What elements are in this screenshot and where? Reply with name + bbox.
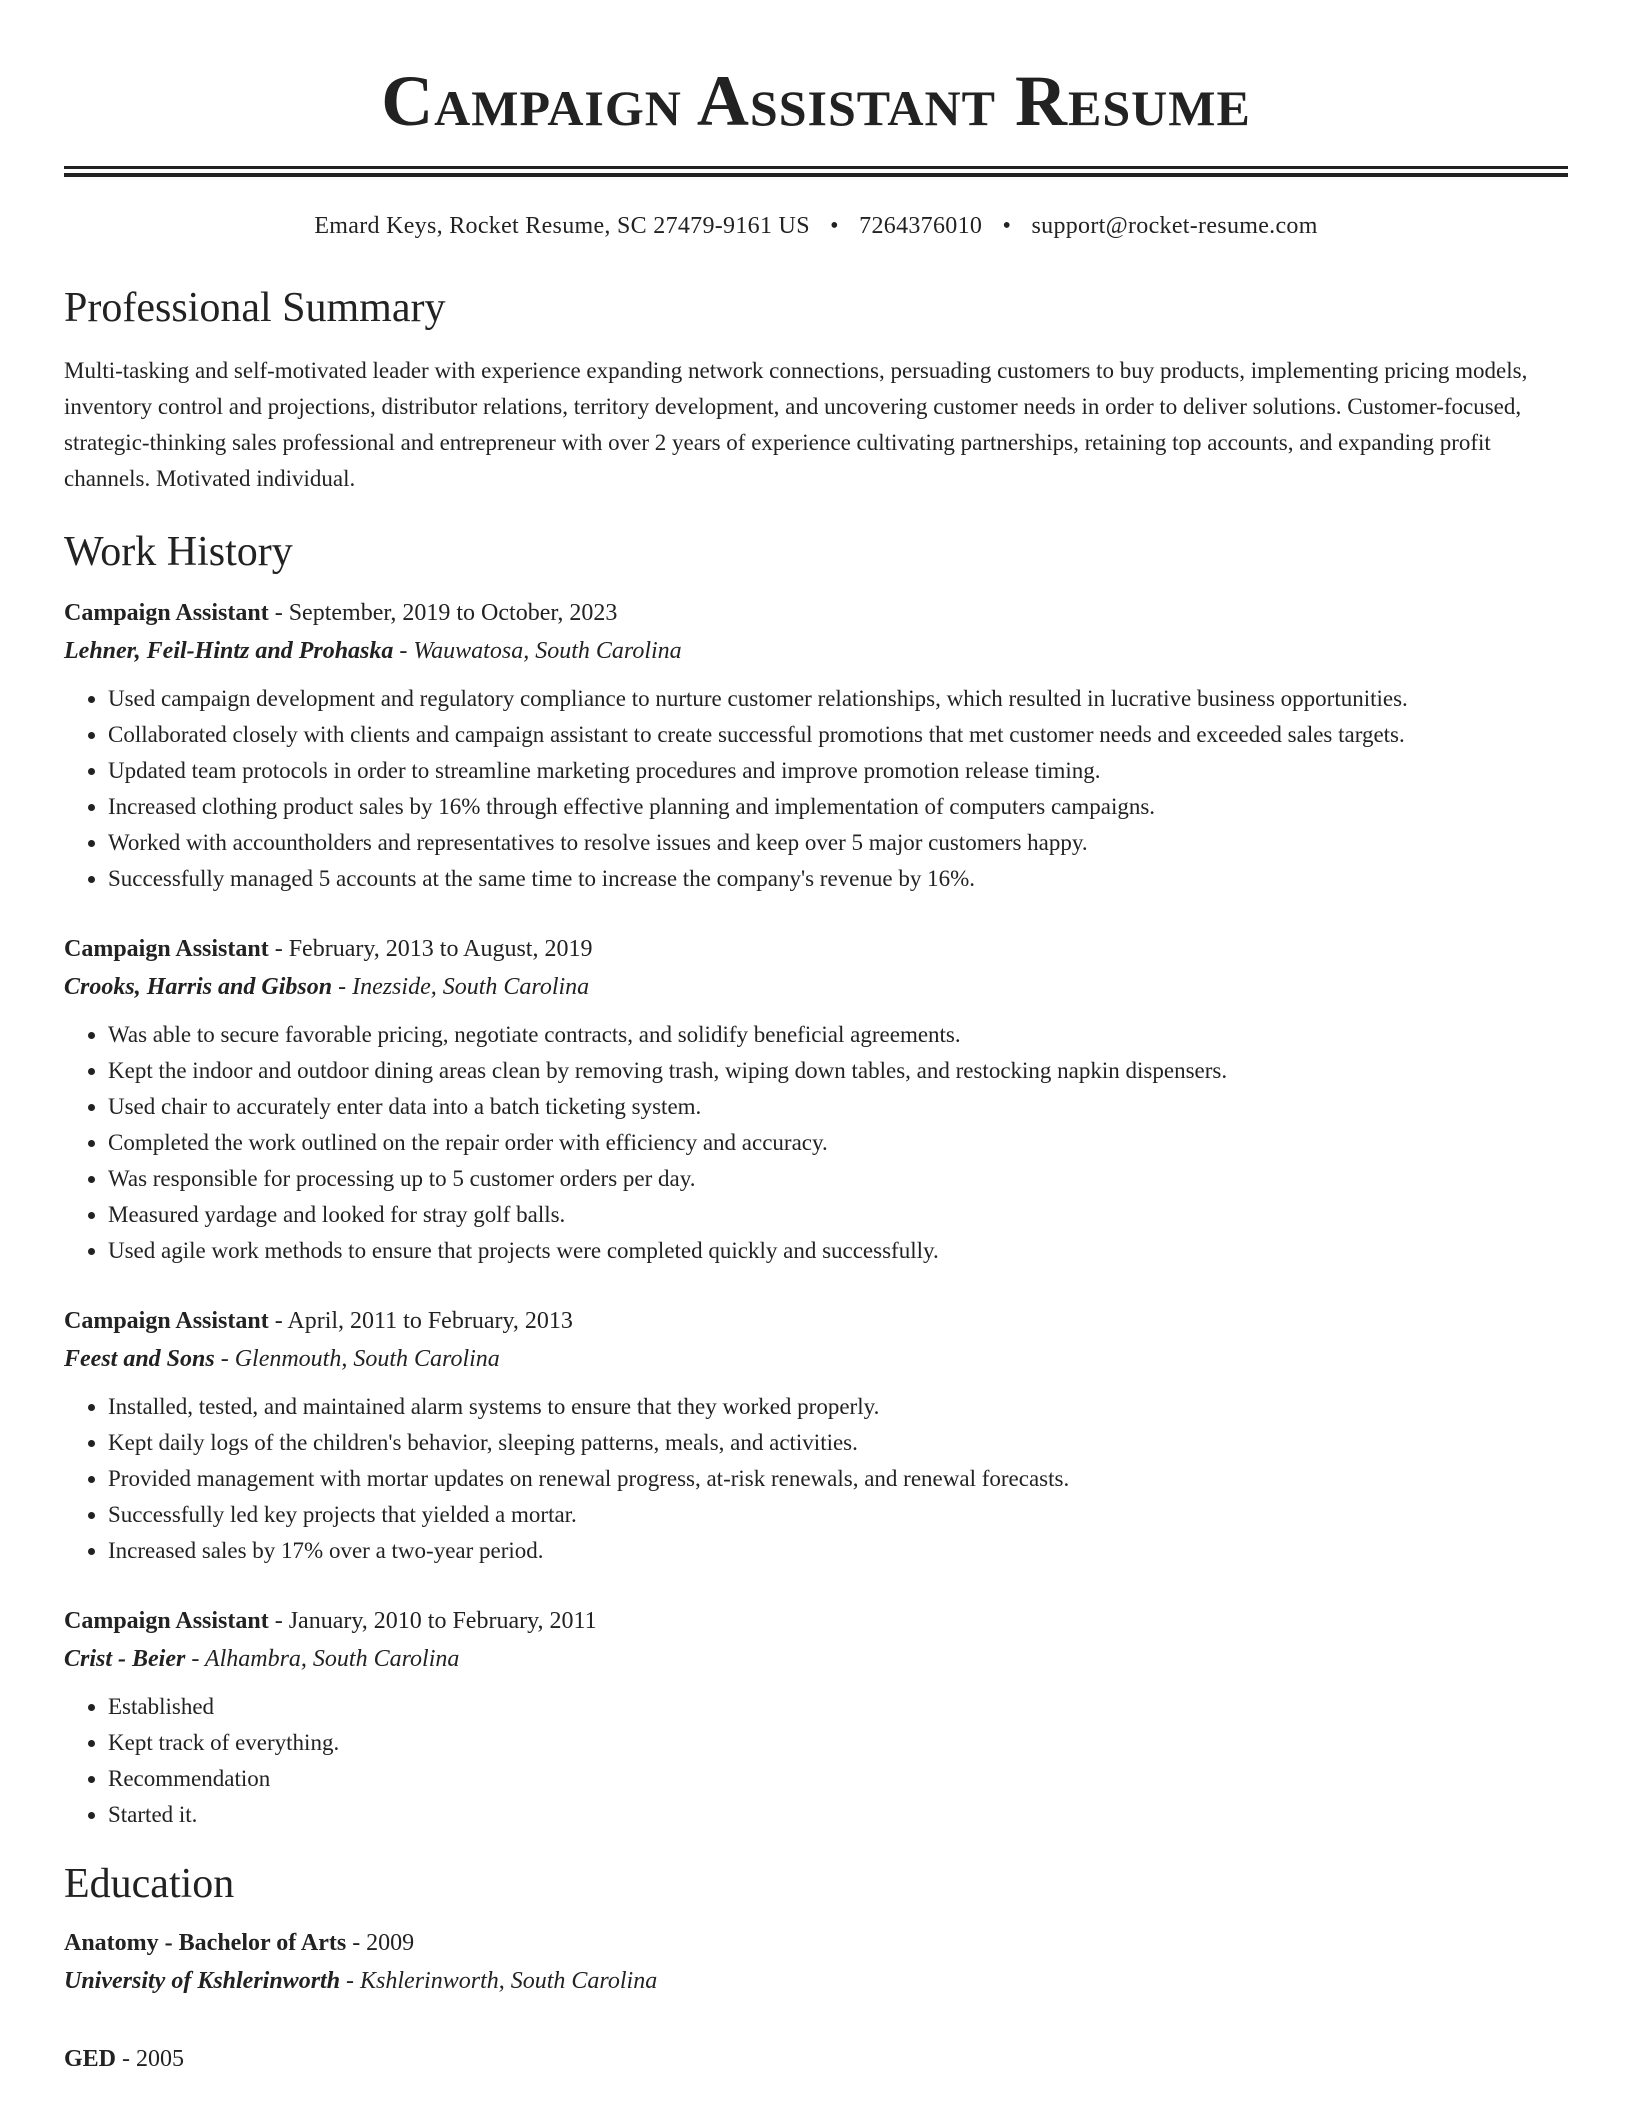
- job-bullet: • Kept the indoor and outdoor dining areas clean by removing trash, wiping down tables, and restocking napkin dispensers.: [108, 1053, 1568, 1089]
- job-bullet: • Was responsible for processing up to 5 customer orders per day.: [108, 1161, 1568, 1197]
- company-location: - Wauwatosa, South Carolina: [393, 638, 682, 664]
- job-entry: [64, 1603, 1568, 1833]
- contact-line: [64, 211, 1568, 241]
- job-bullet: • Installed, tested, and maintained alarm systems to ensure that they worked properly.: [108, 1389, 1568, 1425]
- job-bullet: • Provided management with mortar updates on renewal progress, at-risk renewals, and renewal forecasts.: [108, 1461, 1568, 1497]
- school-line: [64, 1961, 1568, 2001]
- job-bullets: [64, 1389, 1568, 1569]
- company-line: [64, 967, 1568, 1007]
- job-entry: [64, 595, 1568, 897]
- contact-email: support@rocket-resume.com: [1031, 213, 1318, 239]
- page-title: Campaign Assistant Resume: [381, 61, 1251, 141]
- job-bullet: • Measured yardage and looked for stray golf balls.: [108, 1197, 1568, 1233]
- job-bullets: [64, 1689, 1568, 1833]
- job-dates: - April, 2011 to February, 2013: [268, 1308, 573, 1334]
- contact-separator: •: [1002, 213, 1012, 239]
- company-location: - Alhambra, South Carolina: [185, 1646, 460, 1672]
- summary-text: Multi-tasking and self-motivated leader with experience expanding network connections, persuading customers to buy products, implementing pricing models, inventory control and projections, distributor relations, territory development, and uncovering customer needs in order to deliver solutions. Customer-focused, strategic-thinking sales professional and entrepreneur with over 2 years of experience cultivating partnerships, retaining top accounts, and expanding profit channels. Motivated individual.: [64, 358, 1528, 491]
- job-bullet: • Updated team protocols in order to streamline marketing procedures and improve promotion release timing.: [108, 753, 1568, 789]
- job-bullet: • Successfully led key projects that yielded a mortar.: [108, 1497, 1568, 1533]
- job-bullet: • Started it.: [108, 1797, 1568, 1833]
- degree-line: [64, 2041, 1568, 2077]
- job-title: Campaign Assistant: [64, 600, 269, 626]
- job-title: Campaign Assistant: [64, 1308, 269, 1334]
- contact-phone: 7264376010: [859, 213, 983, 239]
- job-title: Campaign Assistant: [64, 936, 269, 962]
- degree-name: GED: [64, 2046, 117, 2072]
- job-bullet: • Was able to secure favorable pricing, negotiate contracts, and solidify beneficial agreements.: [108, 1017, 1568, 1053]
- education-heading: Education: [64, 1861, 235, 1907]
- job-bullet: • Used agile work methods to ensure that projects were completed quickly and successfully.: [108, 1233, 1568, 1269]
- company-location: - Inezside, South Carolina: [332, 974, 590, 1000]
- job-dates: - January, 2010 to February, 2011: [268, 1608, 597, 1634]
- job-bullet: • Used campaign development and regulatory compliance to nurture customer relationships, which resulted in lucrative business opportunities.: [108, 681, 1568, 717]
- education-entry: [64, 1925, 1568, 2001]
- job-bullet: • Increased clothing product sales by 16% through effective planning and implementation of computers campaigns.: [108, 789, 1568, 825]
- job-bullet: • Recommendation: [108, 1761, 1568, 1797]
- school-location: - Kshlerinworth, South Carolina: [340, 1968, 658, 1994]
- company-line: [64, 1339, 1568, 1379]
- company-name: Crist - Beier: [64, 1646, 186, 1672]
- degree-line: [64, 1925, 1568, 1961]
- company-name: Feest and Sons: [64, 1346, 215, 1372]
- job-bullets: [64, 681, 1568, 897]
- company-location: - Glenmouth, South Carolina: [214, 1346, 500, 1372]
- work-history-heading: Work History: [64, 529, 293, 575]
- job-bullet: • Worked with accountholders and representatives to resolve issues and keep over 5 major customers happy.: [108, 825, 1568, 861]
- job-entry: [64, 1303, 1568, 1569]
- degree-name: Anatomy - Bachelor of Arts: [64, 1930, 347, 1956]
- job-dates: - September, 2019 to October, 2023: [268, 600, 618, 626]
- school-name: University of Kshlerinworth: [64, 1968, 341, 1994]
- job-title-line: [64, 1303, 1568, 1339]
- education-entry: [64, 2041, 1568, 2077]
- degree-year: - 2005: [116, 2046, 185, 2072]
- degree-year: - 2009: [346, 1930, 415, 1956]
- job-bullet: • Kept track of everything.: [108, 1725, 1568, 1761]
- title-divider: [64, 166, 1568, 177]
- company-line: [64, 1639, 1568, 1679]
- job-title-line: [64, 595, 1568, 631]
- job-bullet: • Kept daily logs of the children's behavior, sleeping patterns, meals, and activities.: [108, 1425, 1568, 1461]
- job-title: Campaign Assistant: [64, 1608, 269, 1634]
- job-bullet: • Successfully managed 5 accounts at the same time to increase the company's revenue by 16%.: [108, 861, 1568, 897]
- job-entry: [64, 931, 1568, 1269]
- summary-heading: Professional Summary: [64, 285, 446, 331]
- company-name: Crooks, Harris and Gibson: [64, 974, 333, 1000]
- job-bullet: • Collaborated closely with clients and campaign assistant to create successful promotions that met customer needs and exceeded sales targets.: [108, 717, 1568, 753]
- company-line: [64, 631, 1568, 671]
- job-title-line: [64, 931, 1568, 967]
- contact-separator: •: [830, 213, 839, 239]
- job-bullet: • Used chair to accurately enter data into a batch ticketing system.: [108, 1089, 1568, 1125]
- job-title-line: [64, 1603, 1568, 1639]
- job-dates: - February, 2013 to August, 2019: [268, 936, 593, 962]
- company-name: Lehner, Feil-Hintz and Prohaska: [64, 638, 394, 664]
- job-bullet: • Completed the work outlined on the repair order with efficiency and accuracy.: [108, 1125, 1568, 1161]
- contact-address: Emard Keys, Rocket Resume, SC 27479-9161 US: [314, 213, 810, 239]
- job-bullet: • Increased sales by 17% over a two-year period.: [108, 1533, 1568, 1569]
- job-bullet: • Established: [108, 1689, 1568, 1725]
- job-bullets: [64, 1017, 1568, 1269]
